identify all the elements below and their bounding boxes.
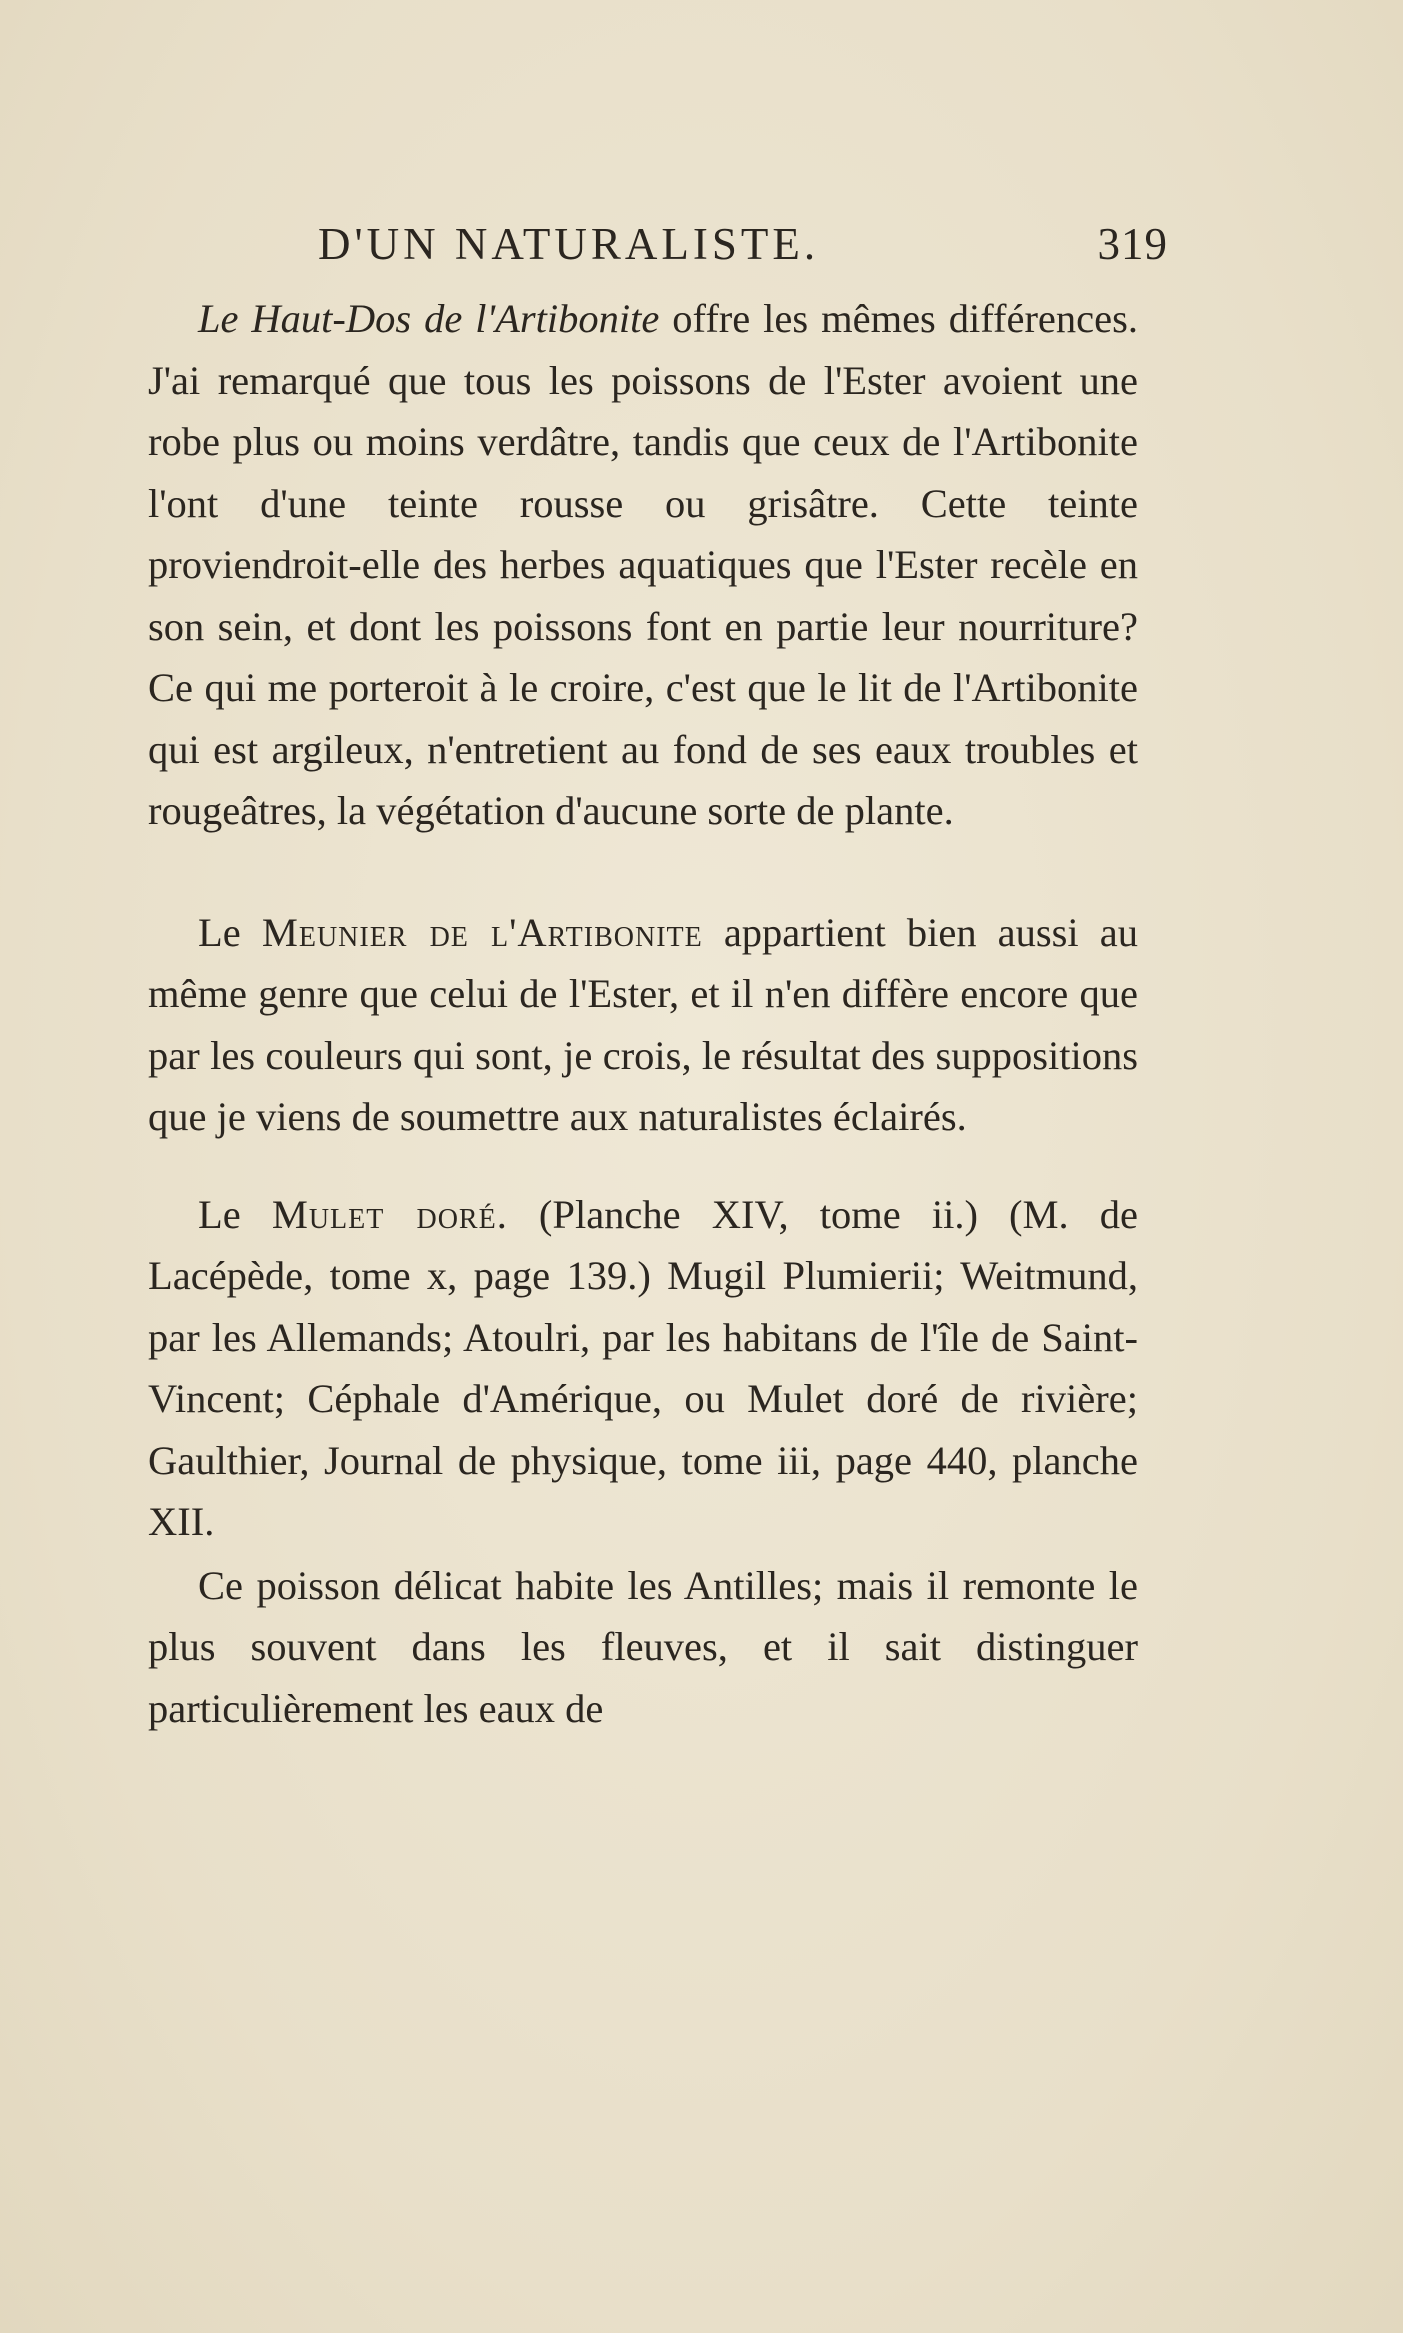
paragraph-text: offre les mêmes différences. J'ai remarqué que tous les poissons de l'Ester avoient une robe plus ou moins verdâtre, tandis que ceux de l'Artibonite l'ont d'une teinte rousse ou grisâtre. Cette teinte proviendroit-elle des herbes aquatiques que l'Ester recèle en son sein, et dont les poissons font en partie leur nourriture? Ce qui me porteroit à le croire, c'est que le lit de l'Artibonite qui est argileux, n'entretient au fond de ses eaux troubles et rougeâtres, la végétation d'aucune sorte de plante. (148, 296, 1139, 833)
italic-lead: Le Haut-Dos de l'Artibonite (198, 296, 660, 341)
running-head: D'UN NATURALISTE. (318, 219, 820, 269)
paragraph-mulet-dore (148, 1184, 1138, 1553)
paragraph-text: Ce poisson délicat habite les Antilles; mais il remonte le plus souvent dans les fleuves, et il sait distinguer particulièrement les eaux de (148, 1562, 1138, 1731)
species-name: Mulet doré. (271, 1191, 508, 1237)
body-text (148, 288, 1138, 1739)
species-name: Meunier de l'Artibonite (261, 909, 703, 955)
page-number: 319 (1097, 219, 1168, 269)
paragraph-text: appartient bien aussi au même genre que celui de l'Ester, et il n'en diffère encore que par les couleurs qui sont, je crois, le résultat des suppositions que je viens de soumettre aux naturalistes éclairés. (148, 909, 1139, 1139)
paragraph-haut-dos (148, 288, 1138, 842)
paragraph-text: (Planche XIV, tome ii.) (M. de Lacépède, tome x, page 139.) Mugil Plumierii; Weitmund, par les Allemands; Atoulri, par les habitans de l'île de Saint-Vincent; Céphale d'Amérique, ou Mulet doré de rivière; Gaulthier, Journal de physique, tome iii, page 440, planche XII. (148, 1191, 1138, 1544)
page-header (318, 218, 1168, 288)
paragraph-lead: Le (198, 909, 262, 955)
paragraph-meunier (148, 902, 1138, 1148)
paragraph-lead: Le (198, 1191, 272, 1237)
paragraph-poisson-delicat (148, 1555, 1138, 1740)
